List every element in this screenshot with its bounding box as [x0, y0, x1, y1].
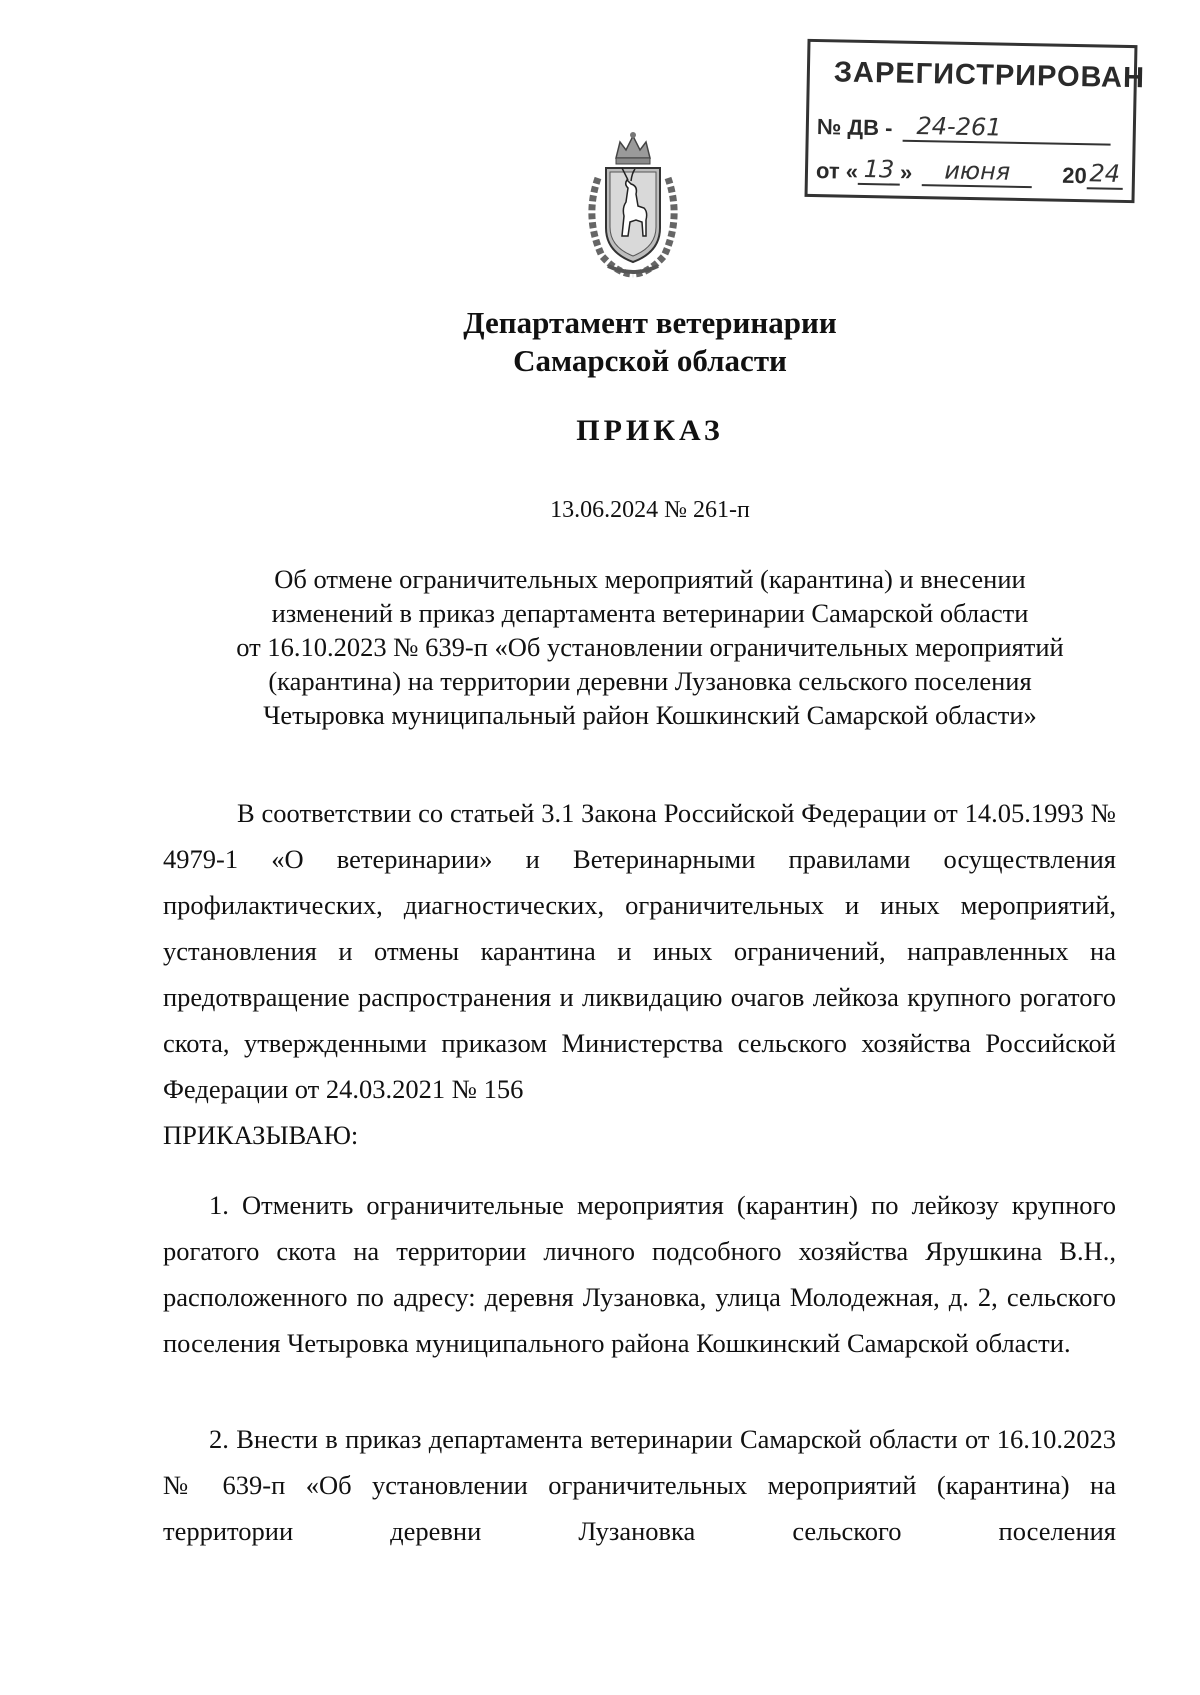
stamp-number-label: № ДВ -	[816, 114, 893, 141]
document-subject	[196, 562, 1104, 732]
subject-line-4: (карантина) на территории деревни Лузановка сельского поселения	[268, 666, 1032, 696]
document-number: 13.06.2024 № 261-п	[550, 497, 750, 523]
coat-of-arms-emblem	[578, 128, 688, 278]
subject-line-3: от 16.10.2023 № 639-п «Об установлении ограничительных мероприятий	[236, 632, 1064, 662]
document-type: ПРИКАЗ	[576, 414, 724, 447]
stamp-number-value: 24-261	[916, 111, 1002, 142]
department-line-2: Самарской области	[513, 343, 787, 378]
order-item-1: 1. Отменить ограничительные мероприятия (карантин) по лейкозу крупного рогатого скота на территории личного подсобного хозяйства Ярушкина В.Н., расположенного по адресу: деревня Лузановка, улица Молодежная, д. 2, сельского поселения Четыровка муниципального района Кошкинский Самарской области.	[163, 1190, 1116, 1358]
registration-stamp	[805, 39, 1146, 203]
stamp-year-suffix: 24	[1089, 159, 1121, 188]
stamp-year-prefix: 20	[1062, 162, 1087, 189]
subject-line-2: изменений в приказ департамента ветеринарии Самарской области	[271, 598, 1029, 628]
preamble-text: В соответствии со статьей 3.1 Закона Российской Федерации от 14.05.1993 № 4979-1 «О ветеринарии» и Ветеринарными правилами осуществления профилактических, диагностических, ограничительных и иных мероприятий, установления и отмены карантина и иных ограничений, направленных на предотвращение распространения и ликвидацию очагов лейкоза крупного рогатого скота, утвержденными приказом Министерства сельского хозяйства Российской Федерации от 24.03.2021 № 156	[163, 798, 1116, 1104]
stamp-date-row	[816, 154, 1123, 190]
stamp-date-month: июня	[944, 156, 1011, 186]
order-word: ПРИКАЗЫВАЮ:	[163, 1120, 359, 1150]
preamble-paragraph	[163, 790, 1116, 1158]
subject-line-1: Об отмене ограничительных мероприятий (карантина) и внесении	[274, 564, 1026, 594]
stamp-date-mid: »	[899, 159, 913, 185]
stamp-date-day: 13	[863, 154, 895, 184]
stamp-title: ЗАРЕГИСТРИРОВАН	[833, 56, 1146, 95]
subject-line-5: Четыровка муниципальный район Кошкинский Самарской области»	[263, 700, 1037, 730]
department-line-1: Департамент ветеринарии	[463, 305, 837, 340]
order-item-2: 2. Внести в приказ департамента ветеринарии Самарской области от 16.10.2023 № 639-п «Об установлении ограничительных мероприятий (карантина) на территории деревни Лузановка сельского поселения	[163, 1424, 1116, 1546]
stamp-date-prefix: от «	[815, 158, 859, 184]
department-name	[50, 304, 1200, 380]
stamp-number-row	[817, 110, 1111, 146]
